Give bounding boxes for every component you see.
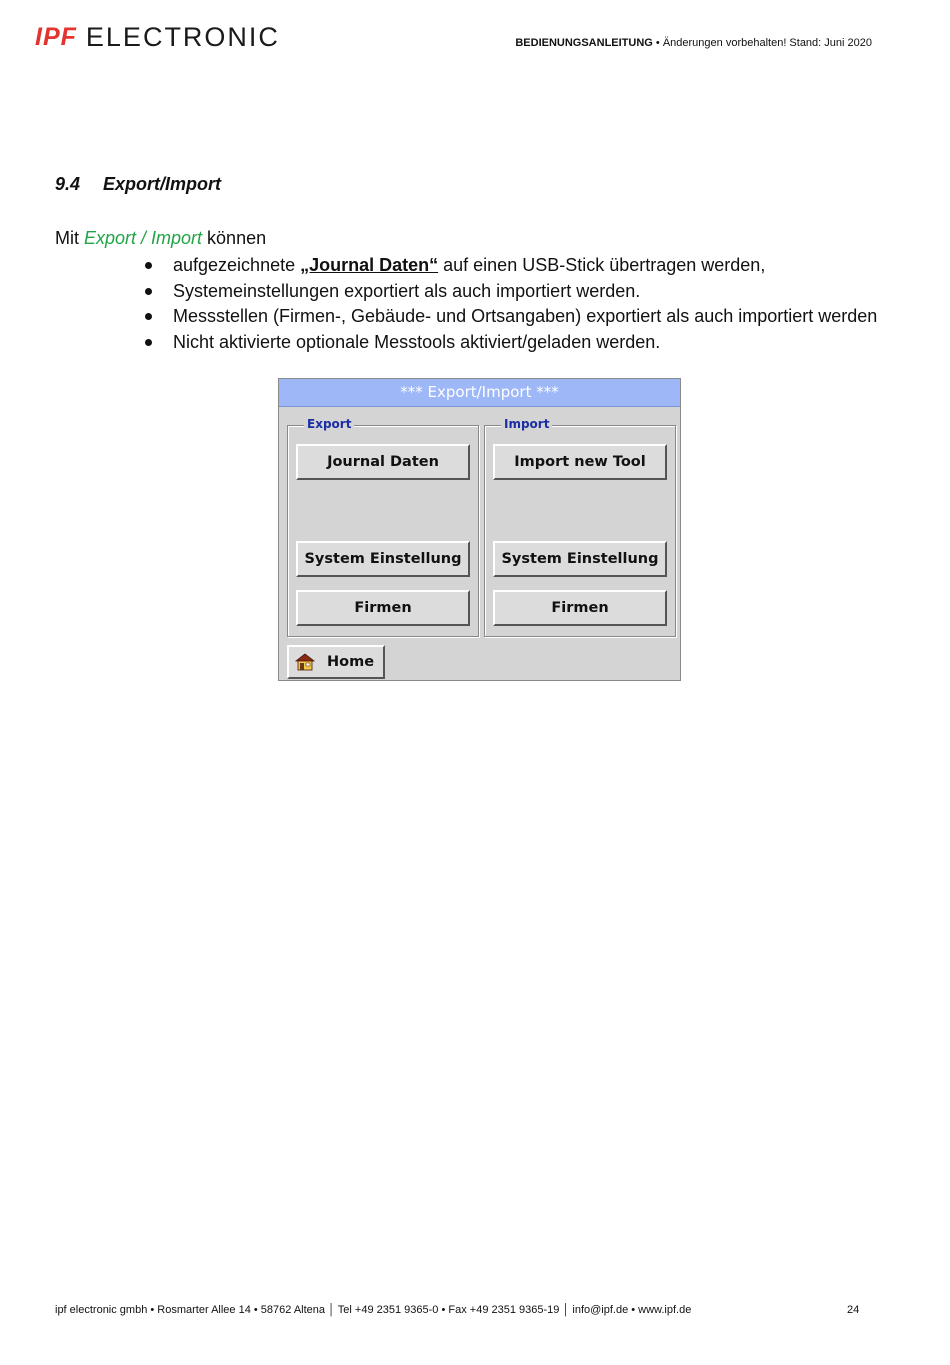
bullet-icon: [145, 262, 152, 269]
export-group: [287, 417, 479, 637]
list-item-post: auf einen USB-Stick übertragen werden,: [438, 255, 766, 275]
intro-highlight: Export / Import: [84, 228, 203, 248]
list-item-bold: „Journal Daten“: [300, 255, 439, 275]
import-group-label: Import: [501, 417, 552, 431]
company-logo: [35, 22, 280, 52]
home-button-label: Home: [327, 654, 375, 670]
list-item: [145, 304, 877, 330]
intro-paragraph: [55, 228, 266, 249]
list-item-text: Systemeinstellungen exportiert als auch importiert werden.: [173, 280, 641, 301]
list-item-pre: aufgezeichnete: [173, 255, 301, 275]
import-companies-button[interactable]: Firmen: [493, 590, 667, 626]
list-item-text: Messstellen (Firmen-, Gebäude- und Ortsangaben) exportiert als auch importiert werden: [173, 306, 878, 326]
screen-title: *** Export/Import ***: [279, 379, 680, 407]
import-group: [484, 417, 676, 637]
export-group-label: Export: [304, 417, 354, 431]
list-item: [145, 330, 877, 356]
bullet-icon: [145, 288, 152, 295]
page-number: 24: [847, 1304, 860, 1316]
logo-word: ELECTRONIC: [85, 21, 280, 52]
bullet-icon: [145, 313, 152, 320]
export-journal-button[interactable]: Journal Daten: [296, 444, 470, 480]
home-button[interactable]: [287, 645, 385, 679]
section-heading: [55, 174, 221, 195]
section-title: Export/Import: [103, 174, 222, 194]
logo-brand: IPF: [35, 22, 77, 51]
bullet-icon: [145, 339, 152, 346]
section-number: 9.4: [55, 174, 81, 194]
import-system-settings-button[interactable]: System Einstellung: [493, 541, 667, 577]
list-item: [145, 279, 877, 305]
import-new-tool-button[interactable]: Import new Tool: [493, 444, 667, 480]
document-header: [515, 37, 872, 49]
export-companies-button[interactable]: Firmen: [296, 590, 470, 626]
export-system-settings-button[interactable]: System Einstellung: [296, 541, 470, 577]
page-footer: ipf electronic gmbh • Rosmarter Allee 14 • 58762 Altena │ Tel +49 2351 9365-0 • Fax +49 2351 9365-19 │ info@ipf.de • www.ipf.de: [55, 1304, 692, 1316]
device-screen: [278, 378, 681, 681]
doc-note: • Änderungen vorbehalten! Stand: Juni 2020: [655, 37, 872, 49]
doc-type: BEDIENUNGSANLEITUNG: [515, 37, 653, 49]
list-item-text: Nicht aktivierte optionale Messtools aktiviert/geladen werden.: [173, 331, 661, 352]
intro-prefix: Mit: [55, 228, 84, 248]
intro-suffix: können: [202, 228, 267, 248]
feature-list: [145, 253, 877, 355]
home-icon: [295, 653, 315, 671]
list-item: [145, 253, 877, 279]
